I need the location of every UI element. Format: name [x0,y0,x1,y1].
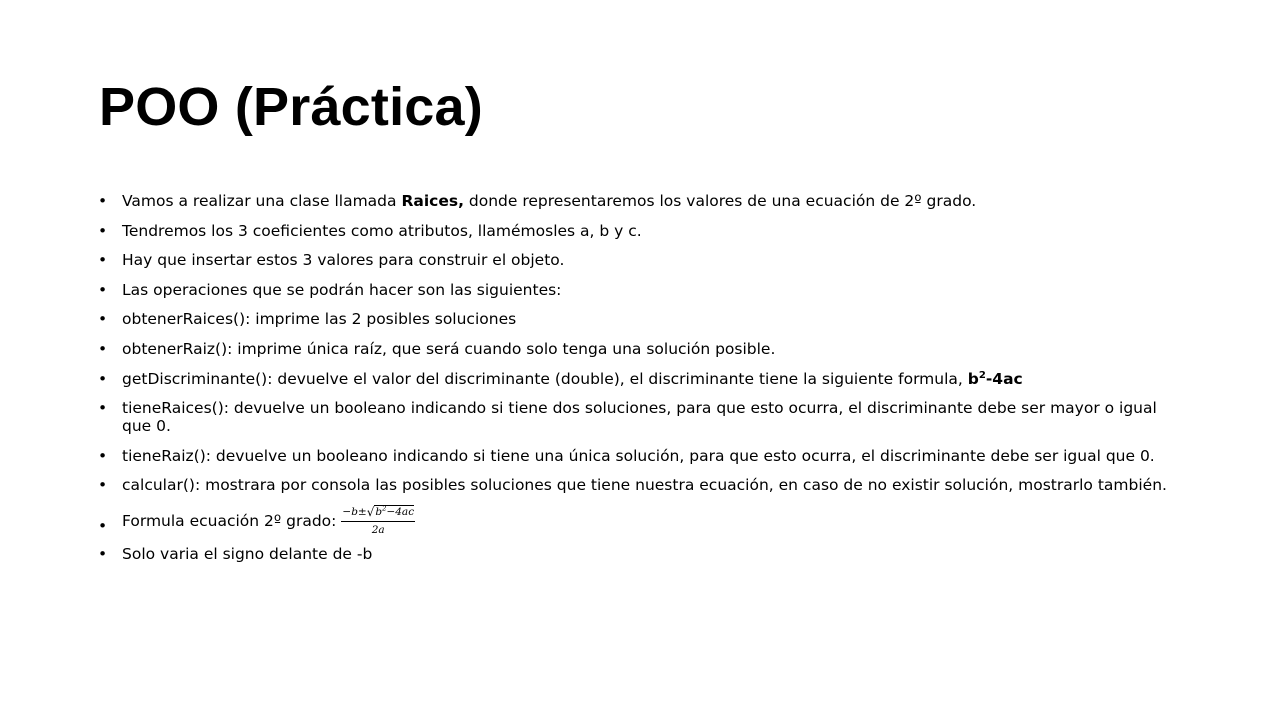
radicand-exponent: 2 [382,504,387,513]
bullet-item [98,222,1188,240]
formula-base: b [967,369,979,388]
bullet-text: calcular(): mostrara por consola las posibles soluciones que tiene nuestra ecuación, en caso de no existir solución, mostrarlo también. [122,476,1167,495]
bullet-dot: • [98,476,108,495]
formula-numerator [341,505,415,522]
bullet-text: obtenerRaices(): imprime las 2 posibles soluciones [122,310,517,329]
bullet-list [98,192,1188,575]
bullet-dot: • [98,544,108,563]
slide-title: POO (Práctica) [99,77,483,137]
bullet-dot: • [98,369,108,388]
discriminant-formula [968,370,1023,388]
bullet-dot: • [98,192,108,210]
bullet-item [98,340,1188,358]
radical-sign: √ [366,504,375,519]
bullet-dot: • [98,446,108,465]
bullet-dot: • [98,310,108,329]
bullet-dot: • [98,280,108,299]
class-name-bold: Raices, [401,192,464,210]
formula-denominator: 2a [371,523,385,536]
radicand-rest: −4ac [386,505,415,518]
radicand-base: b [375,505,383,518]
bullet-item [98,476,1188,494]
bullet-dot: • [98,221,108,240]
bullet-dot: • [98,251,108,270]
formula-exponent: 2 [978,369,986,381]
bullet-item [98,281,1188,299]
bullet-dot: • [98,339,108,358]
bullet-item [98,447,1188,465]
formula-rest: -4ac [985,369,1023,388]
bullet-text: Vamos a realizar una clase llamada [122,192,402,210]
bullet-text: obtenerRaiz(): imprime única raíz, que será cuando solo tenga una solución posible. [122,339,776,358]
bullet-text: getDiscriminante(): devuelve el valor del discriminante (double), el discriminante tiene la siguiente formula, [122,369,968,388]
bullet-item [98,505,1188,537]
bullet-dot: • [98,399,108,418]
bullet-text: Formula ecuación 2º grado: [122,511,337,530]
quadratic-formula [341,505,415,537]
bullet-item [98,192,1188,210]
bullet-dot: • [98,516,108,535]
radicand [374,505,414,519]
bullet-item [98,399,1188,435]
numerator-prefix: −b± [342,505,367,518]
bullet-text: Tendremos los 3 coeficientes como atributos, llamémosles a, b y c. [122,221,642,240]
bullet-text: Hay que insertar estos 3 valores para construir el objeto. [122,251,565,270]
bullet-item [98,251,1188,269]
bullet-text: tieneRaiz(): devuelve un booleano indicando si tiene una única solución, para que esto ocurra, el discriminante debe ser igual que 0. [122,446,1155,465]
bullet-item [98,545,1188,563]
bullet-item [98,310,1188,328]
bullet-text: Solo varia el signo delante de -b [122,544,373,563]
bullet-text: donde representaremos los valores de una ecuación de 2º grado. [463,192,977,210]
bullet-item [98,370,1188,388]
bullet-text: Las operaciones que se podrán hacer son las siguientes: [122,280,562,299]
square-root [367,505,414,519]
bullet-text: tieneRaices(): devuelve un booleano indicando si tiene dos soluciones, para que esto ocurra, el discriminante debe ser mayor o igual que 0. [122,399,1157,436]
